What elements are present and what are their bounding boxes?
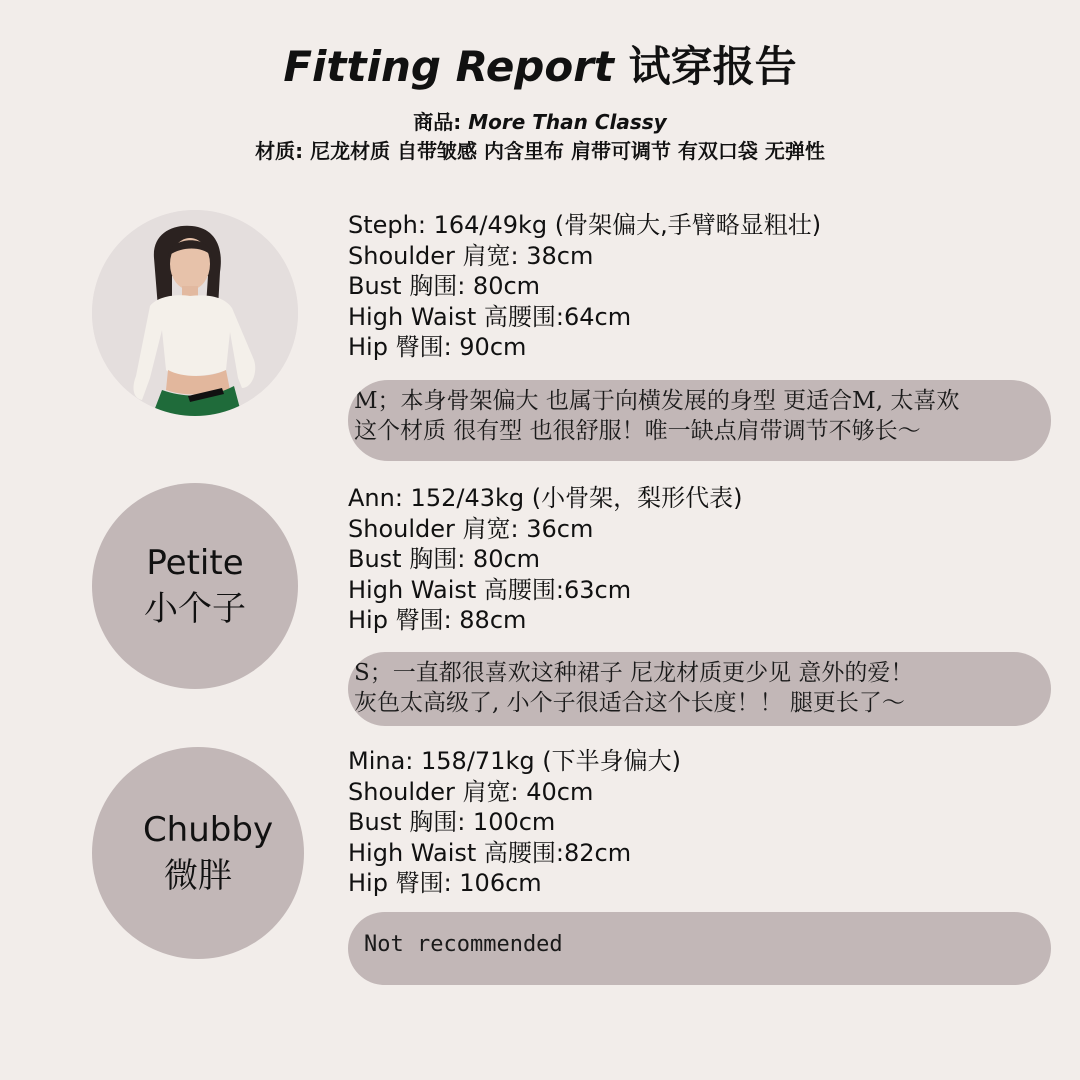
bust-measure: Bust 胸围: 80cm xyxy=(348,545,541,573)
model-stats-steph xyxy=(348,210,988,363)
model-name-line: Ann: 152/43kg (小骨架，梨形代表) xyxy=(348,484,743,512)
comment-line-1: M；本身骨架偏大 也属于向横发展的身型 更适合M, 太喜欢 xyxy=(354,388,960,414)
hip-measure: Hip 臀围: 106cm xyxy=(348,869,542,897)
product-name: More Than Classy xyxy=(468,110,667,134)
material-line: 材质: 尼龙材质 自带皱感 内含里布 肩带可调节 有双口袋 无弹性 xyxy=(255,139,825,163)
model-photo-illustration xyxy=(92,210,298,416)
comment-line-1: S；一直都很喜欢这种裙子 尼龙材质更少见 意外的爱！ xyxy=(354,660,914,686)
title-english: Fitting Report xyxy=(283,42,615,91)
bust-measure: Bust 胸围: 100cm xyxy=(348,808,556,836)
bust-measure: Bust 胸围: 80cm xyxy=(348,272,541,300)
shoulder-measure: Shoulder 肩宽: 40cm xyxy=(348,777,594,806)
waist-measure: High Waist 高腰围:82cm xyxy=(348,838,632,867)
comment-line-1: Not recommended xyxy=(364,932,563,957)
product-line xyxy=(0,108,1080,136)
waist-measure: High Waist 高腰围:63cm xyxy=(348,575,632,604)
product-label: 商品: xyxy=(413,110,462,134)
size-label-cn: 微胖 xyxy=(164,856,232,896)
size-circle-chubby xyxy=(92,747,304,959)
comment-line-2: 这个材质 很有型 也很舒服！唯一缺点肩带调节不够长～ xyxy=(354,418,921,444)
title-chinese: 试穿报告 xyxy=(628,42,797,91)
comment-bubble-mina xyxy=(348,912,1051,985)
comment-bubble-ann xyxy=(348,652,1051,726)
model-photo-steph xyxy=(92,210,298,416)
model-stats-mina xyxy=(348,746,988,899)
size-label-cn: 小个子 xyxy=(144,589,246,629)
hip-measure: Hip 臀围: 88cm xyxy=(348,606,527,634)
size-circle-petite xyxy=(92,483,298,689)
hip-measure: Hip 臀围: 90cm xyxy=(348,333,527,361)
shoulder-measure: Shoulder 肩宽: 36cm xyxy=(348,514,594,543)
comment-line-2: 灰色太高级了, 小个子很适合这个长度！！ 腿更长了～ xyxy=(354,690,905,716)
page-title xyxy=(0,40,1080,94)
waist-measure: High Waist 高腰围:64cm xyxy=(348,302,632,331)
size-label-en: Chubby xyxy=(142,810,274,850)
comment-bubble-steph xyxy=(348,380,1051,461)
size-label-en: Petite xyxy=(146,543,244,583)
shoulder-measure: Shoulder 肩宽: 38cm xyxy=(348,241,594,270)
model-name-line: Mina: 158/71kg (下半身偏大) xyxy=(348,747,681,775)
model-name-line: Steph: 164/49kg (骨架偏大,手臂略显粗壮) xyxy=(348,211,822,239)
model-stats-ann xyxy=(348,483,988,636)
